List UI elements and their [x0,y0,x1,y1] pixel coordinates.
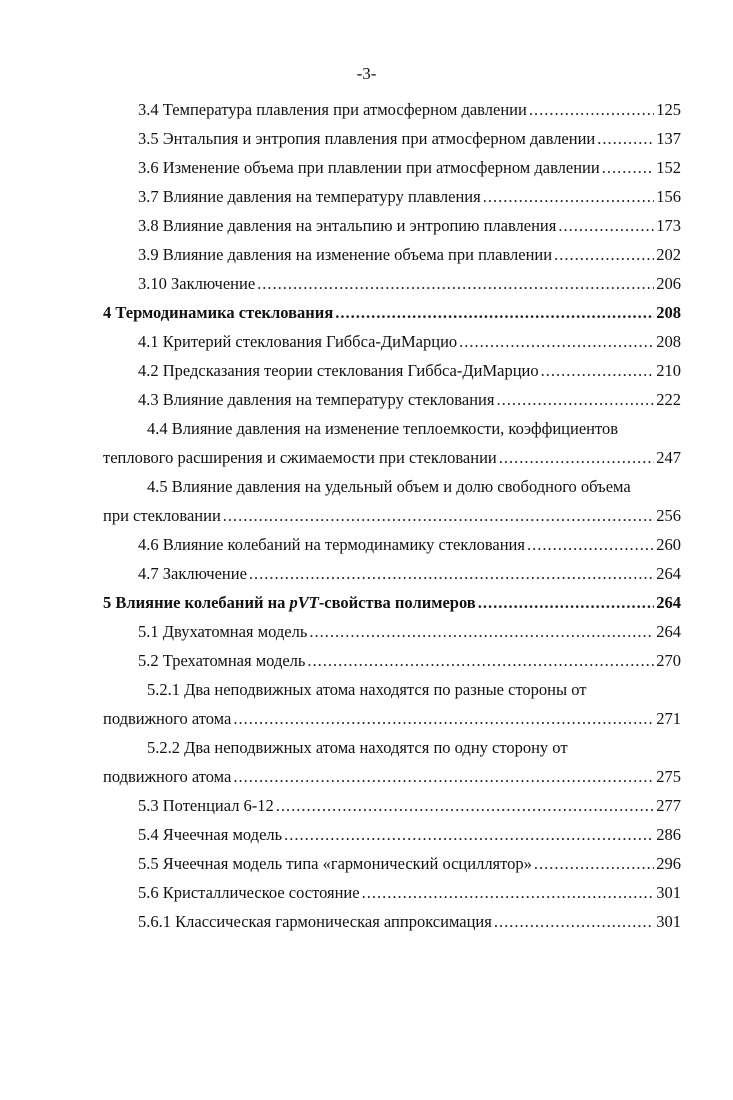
toc-chapter-5[interactable] [103,588,681,617]
toc-entry-4-4-line2[interactable] [103,443,681,472]
toc-entry-page: 286 [656,825,681,844]
toc-entry-5-4[interactable] [103,820,681,849]
leader-dots [602,153,655,182]
toc-entry-4-5-line1[interactable] [103,472,681,501]
toc-entry-title: 4.7 Заключение [138,564,247,583]
toc-entry-title: 4.1 Критерий стеклования Гиббса-ДиМарцио [138,332,458,351]
toc-entry-page: 260 [656,535,681,554]
toc-entry-5-2-2-line1[interactable] [103,733,681,762]
toc-entry-title: 5.2.2 Два неподвижных атома находятся по одну сторону от [147,738,568,757]
toc-entry-page: 222 [656,390,681,409]
leader-dots [362,878,655,907]
toc-entry-5-2-1-line1[interactable] [103,675,681,704]
toc-entry-title: 4.4 Влияние давления на изменение теплоемкости, коэффициентов [147,419,619,438]
toc-entry-5-2[interactable] [103,646,681,675]
leader-dots [223,501,654,530]
toc-entry-title: 3.9 Влияние давления на изменение объема при плавлении [138,245,553,264]
leader-dots [233,704,654,733]
leader-dots [597,124,654,153]
toc-entry-page: 208 [656,332,681,351]
toc-entry-title: 5.6.1 Классическая гармоническая аппроксимация [138,912,492,931]
toc-entry-title: 3.8 Влияние давления на энтальпию и энтропию плавления [138,216,557,235]
toc-entry-title: 5.3 Потенциал 6-12 [138,796,274,815]
toc-entry-3-9[interactable] [103,240,681,269]
toc-entry-page: 271 [656,709,681,728]
toc-entry-page: 210 [656,361,681,380]
toc-entry-page: 152 [656,158,681,177]
toc-entry-4-5-line2[interactable] [103,501,681,530]
leader-dots [499,443,655,472]
chapter-title-part-c: -свойства полимеров [318,593,476,612]
leader-dots [276,791,654,820]
toc-entry-4-1[interactable] [103,327,681,356]
toc-entry-title: 5.2.1 Два неподвижных атома находятся по разные стороны от [147,680,587,699]
leader-dots [558,211,654,240]
toc-entry-title: 5.4 Ячеечная модель [138,825,283,844]
toc-entry-page: 270 [656,651,681,670]
toc-entry-5-6-1[interactable] [103,907,681,936]
toc-entry-4-7[interactable] [103,559,681,588]
toc-entry-page: 137 [656,129,681,148]
toc-entry-4-2[interactable] [103,356,681,385]
leader-dots [284,820,654,849]
toc-entry-title: 4.3 Влияние давления на температуру стеклования [138,390,495,409]
toc-entry-title-cont: при стекловании [103,506,221,525]
toc-entry-title: 5.2 Трехатомная модель [138,651,306,670]
leader-dots [529,95,654,124]
toc-entry-page: 264 [656,593,681,612]
toc-entry-5-6[interactable] [103,878,681,907]
leader-dots [534,849,654,878]
toc-entry-4-6[interactable] [103,530,681,559]
toc-entry-5-2-2-line2[interactable] [103,762,681,791]
leader-dots [233,762,654,791]
leader-dots [335,298,654,327]
leader-dots [496,385,654,414]
chapter-title-part-a: 5 Влияние колебаний на [103,593,290,612]
toc-entry-page: 256 [656,506,681,525]
toc-entry-page: 202 [656,245,681,264]
toc-entry-page: 125 [656,100,681,119]
leader-dots [478,588,655,617]
leader-dots [309,617,654,646]
toc-entry-4-4-line1[interactable] [103,414,681,443]
toc-entry-5-1[interactable] [103,617,681,646]
toc-entry-title: 5.5 Ячеечная модель типа «гармонический осциллятор» [138,854,532,873]
leader-dots [307,646,654,675]
toc-entry-page: 206 [656,274,681,293]
toc-entry-5-2-1-line2[interactable] [103,704,681,733]
toc-entry-title: 3.4 Температура плавления при атмосферном давлении [138,100,527,119]
toc-entry-5-5[interactable] [103,849,681,878]
toc-entry-page: 275 [656,767,681,786]
leader-dots [483,182,655,211]
toc-entry-title-cont: теплового расширения и сжимаемости при стекловании [103,448,497,467]
toc-entry-title: 5.1 Двухатомная модель [138,622,308,641]
toc-entry-title: 4.2 Предсказания теории стеклования Гиббса-ДиМарцио [138,361,539,380]
toc-entry-3-6[interactable] [103,153,681,182]
leader-dots [249,559,654,588]
toc-chapter-title [103,588,476,617]
leader-dots [494,907,654,936]
toc-entry-page: 247 [656,448,681,467]
toc-chapter-title: 4 Термодинамика стеклования [103,303,334,322]
toc-entry-title: 3.5 Энтальпия и энтропия плавления при атмосферном давлении [138,129,596,148]
toc-entry-3-4[interactable] [103,95,681,124]
toc-entry-title-cont: подвижного атома [103,709,232,728]
toc-entry-page: 173 [656,216,681,235]
toc-entry-title: 5.6 Кристаллическое состояние [138,883,360,902]
toc-entry-4-3[interactable] [103,385,681,414]
toc-entry-title: 4.5 Влияние давления на удельный объем и долю свободного объема [147,477,631,496]
toc-entry-page: 208 [656,303,681,322]
toc-entry-title-cont: подвижного атома [103,767,232,786]
toc-entry-title: 3.10 Заключение [138,274,256,293]
toc-entry-page: 264 [656,622,681,641]
toc-entry-3-7[interactable] [103,182,681,211]
toc-entry-page: 301 [656,912,681,931]
toc-entry-page: 264 [656,564,681,583]
toc-entry-5-3[interactable] [103,791,681,820]
toc-entry-page: 296 [656,854,681,873]
toc-entry-3-10[interactable] [103,269,681,298]
leader-dots [554,240,654,269]
leader-dots [527,530,654,559]
leader-dots [541,356,655,385]
toc-entry-page: 277 [656,796,681,815]
toc-entry-3-5[interactable] [103,124,681,153]
table-of-contents [103,95,681,936]
leader-dots [257,269,654,298]
toc-entry-page: 156 [656,187,681,206]
toc-entry-3-8[interactable] [103,211,681,240]
toc-entry-title: 3.7 Влияние давления на температуру плавления [138,187,481,206]
toc-entry-page: 301 [656,883,681,902]
page-number: -3- [356,64,377,83]
leader-dots [459,327,654,356]
toc-entry-title: 3.6 Изменение объема при плавлении при атмосферном давлении [138,158,600,177]
toc-chapter-4[interactable] [103,298,681,327]
chapter-title-pvt: pVT [289,593,319,612]
toc-entry-title: 4.6 Влияние колебаний на термодинамику стеклования [138,535,525,554]
